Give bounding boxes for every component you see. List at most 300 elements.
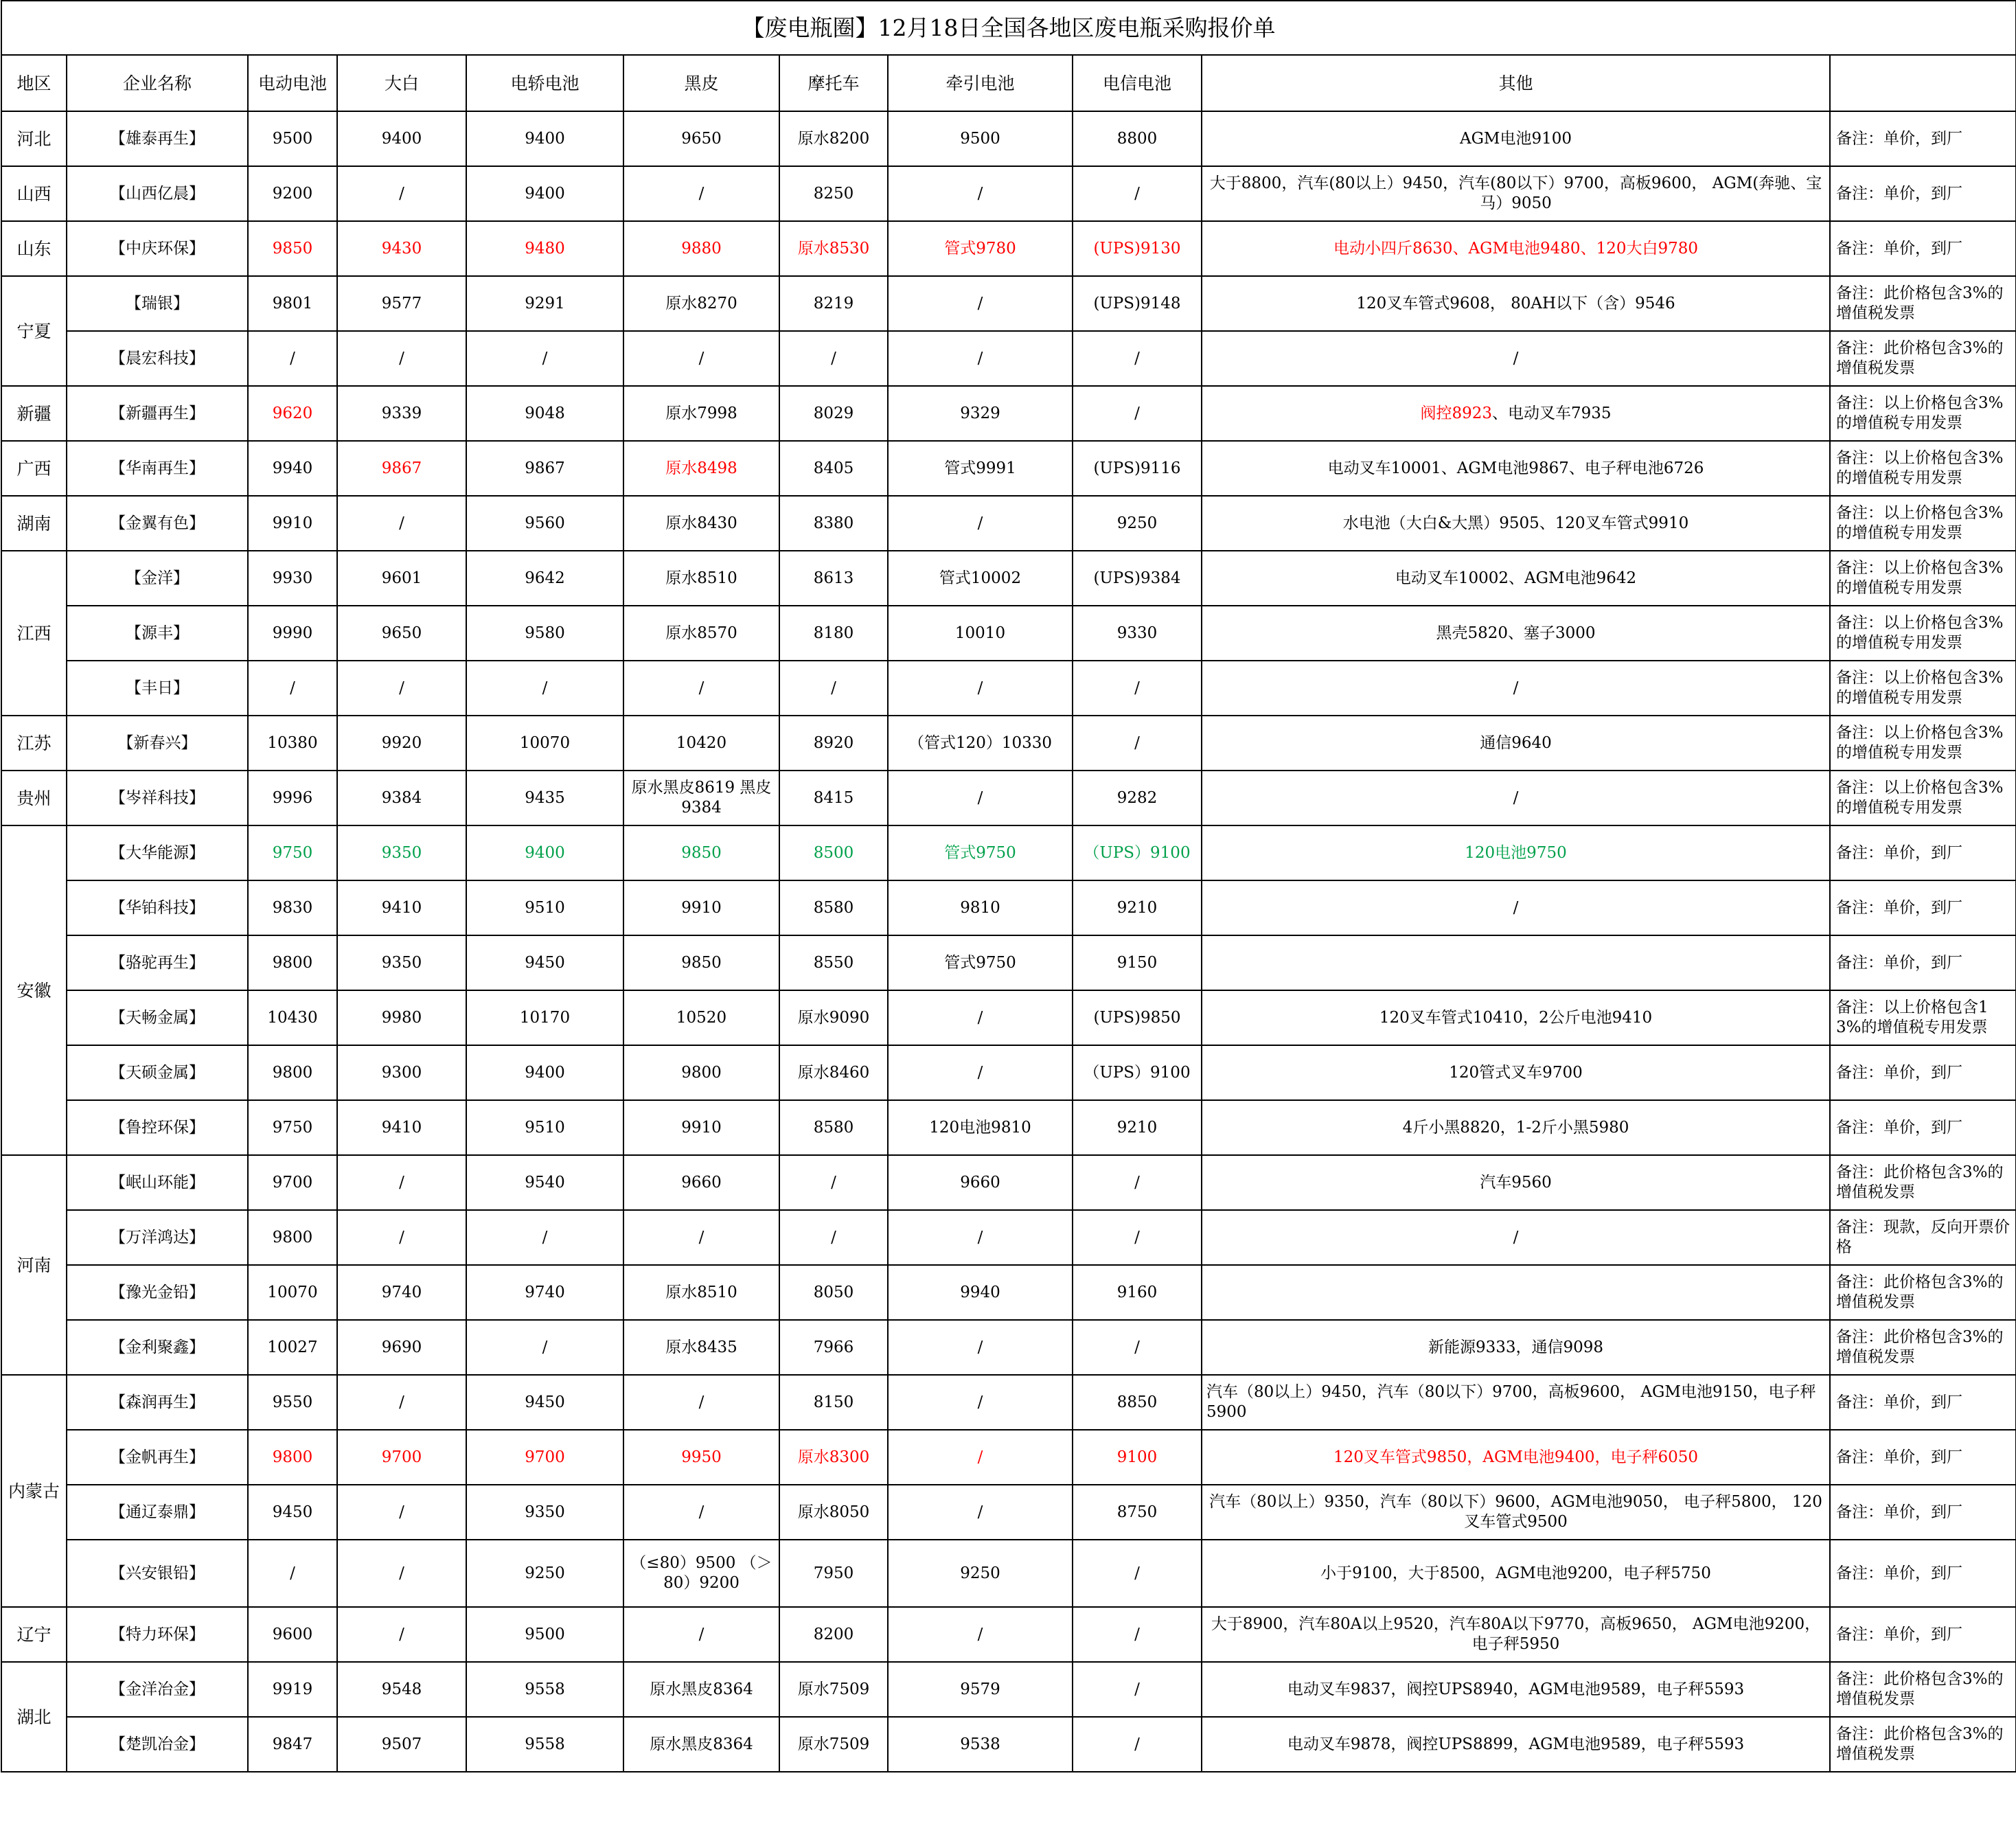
table-row [1, 661, 2016, 716]
traction-cell: 9660 [888, 1155, 1073, 1210]
car-cell: 9500 [466, 1607, 623, 1662]
company-cell: 【金洋】 [67, 551, 248, 606]
ev-cell: 9700 [248, 1155, 337, 1210]
white-cell: 9350 [337, 935, 466, 990]
telecom-cell: / [1073, 1662, 1202, 1717]
traction-cell: 9500 [888, 111, 1073, 166]
other-cell: 120管式叉车9700 [1202, 1045, 1830, 1100]
telecom-cell: / [1073, 166, 1202, 221]
car-cell: 9400 [466, 1045, 623, 1100]
table-row [1, 1045, 2016, 1100]
car-cell: 9435 [466, 771, 623, 825]
white-cell: 9300 [337, 1045, 466, 1100]
table-row [1, 825, 2016, 880]
note-cell: 备注：此价格包含3%的增值税发票 [1830, 276, 2016, 331]
region-cell: 江苏 [1, 716, 67, 771]
white-cell: / [337, 1210, 466, 1265]
header-row [1, 55, 2016, 111]
other-rest: 、电动叉车7935 [1492, 404, 1612, 422]
traction-cell: 管式9780 [888, 221, 1073, 276]
telecom-cell: / [1073, 661, 1202, 716]
moto-cell: 原水9090 [779, 990, 888, 1045]
region-cell: 贵州 [1, 771, 67, 825]
region-cell: 湖南 [1, 496, 67, 551]
white-cell: 9650 [337, 606, 466, 661]
table-row [1, 606, 2016, 661]
company-cell: 【山西亿晨】 [67, 166, 248, 221]
traction-cell: 9329 [888, 386, 1073, 441]
black-cell: 原水黑皮8364 [623, 1717, 779, 1772]
car-cell: 9510 [466, 880, 623, 935]
car-cell: 9540 [466, 1155, 623, 1210]
traction-cell: / [888, 1430, 1073, 1485]
ev-cell: / [248, 1540, 337, 1607]
header-company: 企业名称 [67, 55, 248, 111]
company-cell: 【金洋冶金】 [67, 1662, 248, 1717]
other-cell: 大于8800，汽车(80以上）9450，汽车(80以下）9700，高板9600， AGM(奔驰、宝马）9050 [1202, 166, 1830, 221]
other-cell: / [1202, 880, 1830, 935]
moto-cell: / [779, 1155, 888, 1210]
note-cell: 备注：以上价格包含3%的增值税专用发票 [1830, 551, 2016, 606]
company-cell: 【特力环保】 [67, 1607, 248, 1662]
ev-cell: 10070 [248, 1265, 337, 1320]
white-cell: / [337, 1540, 466, 1607]
black-cell: 9950 [623, 1430, 779, 1485]
note-cell: 备注：单价，到厂 [1830, 1100, 2016, 1155]
white-cell: / [337, 1607, 466, 1662]
moto-cell: 8200 [779, 1607, 888, 1662]
white-cell: 9920 [337, 716, 466, 771]
white-cell: 9384 [337, 771, 466, 825]
car-cell: / [466, 1210, 623, 1265]
telecom-cell: （UPS）9100 [1073, 1045, 1202, 1100]
company-cell: 【大华能源】 [67, 825, 248, 880]
company-cell: 【楚凯冶金】 [67, 1717, 248, 1772]
white-cell: 9577 [337, 276, 466, 331]
header-traction: 牵引电池 [888, 55, 1073, 111]
black-cell: 原水7998 [623, 386, 779, 441]
telecom-cell: 8800 [1073, 111, 1202, 166]
black-cell: 原水黑皮8619 黑皮9384 [623, 771, 779, 825]
header-car: 电轿电池 [466, 55, 623, 111]
white-cell: / [337, 331, 466, 386]
other-cell: 电动叉车9837，阀控UPS8940，AGM电池9589，电子秤5593 [1202, 1662, 1830, 1717]
car-cell: 9480 [466, 221, 623, 276]
black-cell: 9800 [623, 1045, 779, 1100]
car-cell: 9558 [466, 1662, 623, 1717]
black-cell: 原水8498 [623, 441, 779, 496]
traction-cell: / [888, 1375, 1073, 1430]
note-cell: 备注：以上价格包含13%的增值税专用发票 [1830, 990, 2016, 1045]
car-cell: 9250 [466, 1540, 623, 1607]
car-cell: 9450 [466, 1375, 623, 1430]
table-row [1, 990, 2016, 1045]
note-cell: 备注：以上价格包含3%的增值税专用发票 [1830, 716, 2016, 771]
telecom-cell: 9250 [1073, 496, 1202, 551]
company-cell: 【丰日】 [67, 661, 248, 716]
other-cell: 电动叉车10001、AGM电池9867、电子秤电池6726 [1202, 441, 1830, 496]
white-cell: 9601 [337, 551, 466, 606]
other-highlight: 阀控8923 [1420, 404, 1492, 422]
traction-cell: / [888, 496, 1073, 551]
ev-cell: 9500 [248, 111, 337, 166]
moto-cell: 8613 [779, 551, 888, 606]
other-cell: 电动叉车10002、AGM电池9642 [1202, 551, 1830, 606]
black-cell: 原水8430 [623, 496, 779, 551]
traction-cell: / [888, 1607, 1073, 1662]
company-cell: 【岑祥科技】 [67, 771, 248, 825]
table-row [1, 221, 2016, 276]
car-cell: 9700 [466, 1430, 623, 1485]
moto-cell: 原水8050 [779, 1485, 888, 1540]
telecom-cell: 8850 [1073, 1375, 1202, 1430]
telecom-cell: / [1073, 1155, 1202, 1210]
table-row [1, 496, 2016, 551]
ev-cell: 9919 [248, 1662, 337, 1717]
traction-cell: / [888, 1485, 1073, 1540]
ev-cell: 9200 [248, 166, 337, 221]
note-cell: 备注：单价，到厂 [1830, 1607, 2016, 1662]
company-cell: 【晨宏科技】 [67, 331, 248, 386]
traction-cell: 管式9991 [888, 441, 1073, 496]
black-cell: / [623, 1607, 779, 1662]
note-cell: 备注：以上价格包含3%的增值税专用发票 [1830, 441, 2016, 496]
ev-cell: 9800 [248, 1210, 337, 1265]
ev-cell: / [248, 331, 337, 386]
telecom-cell: (UPS)9850 [1073, 990, 1202, 1045]
company-cell: 【兴安银铅】 [67, 1540, 248, 1607]
ev-cell: 9850 [248, 221, 337, 276]
note-cell: 备注：单价，到厂 [1830, 825, 2016, 880]
car-cell: 9291 [466, 276, 623, 331]
moto-cell: 原水8530 [779, 221, 888, 276]
black-cell: 原水黑皮8364 [623, 1662, 779, 1717]
car-cell: 9450 [466, 935, 623, 990]
black-cell: 9910 [623, 880, 779, 935]
moto-cell: 8550 [779, 935, 888, 990]
table-row [1, 276, 2016, 331]
black-cell: 9850 [623, 825, 779, 880]
note-cell: 备注：单价，到厂 [1830, 1540, 2016, 1607]
ev-cell: 9750 [248, 1100, 337, 1155]
note-cell: 备注：此价格包含3%的增值税发票 [1830, 1265, 2016, 1320]
table-row [1, 935, 2016, 990]
table-row [1, 1540, 2016, 1607]
white-cell: / [337, 1485, 466, 1540]
header-black: 黑皮 [623, 55, 779, 111]
telecom-cell: 9210 [1073, 880, 1202, 935]
traction-cell: （管式120）10330 [888, 716, 1073, 771]
telecom-cell: / [1073, 331, 1202, 386]
note-cell: 备注：以上价格包含3%的增值税专用发票 [1830, 771, 2016, 825]
moto-cell: / [779, 661, 888, 716]
telecom-cell: 9100 [1073, 1430, 1202, 1485]
price-table [1, 0, 2016, 1772]
other-cell: 通信9640 [1202, 716, 1830, 771]
ev-cell: 9930 [248, 551, 337, 606]
table-row [1, 771, 2016, 825]
moto-cell: / [779, 1210, 888, 1265]
traction-cell: / [888, 1045, 1073, 1100]
car-cell: 9510 [466, 1100, 623, 1155]
region-cell: 辽宁 [1, 1607, 67, 1662]
black-cell: 原水8270 [623, 276, 779, 331]
ev-cell: 10027 [248, 1320, 337, 1375]
black-cell: 原水8570 [623, 606, 779, 661]
ev-cell: 10380 [248, 716, 337, 771]
car-cell: 9400 [466, 111, 623, 166]
table-row [1, 1210, 2016, 1265]
traction-cell: 9940 [888, 1265, 1073, 1320]
other-cell: / [1202, 661, 1830, 716]
note-cell: 备注：单价，到厂 [1830, 1485, 2016, 1540]
traction-cell: / [888, 276, 1073, 331]
moto-cell: 原水7509 [779, 1717, 888, 1772]
black-cell: 10420 [623, 716, 779, 771]
white-cell: / [337, 1375, 466, 1430]
moto-cell: 7966 [779, 1320, 888, 1375]
white-cell: 9430 [337, 221, 466, 276]
region-cell: 江西 [1, 551, 67, 716]
moto-cell: 8150 [779, 1375, 888, 1430]
other-cell: 120电池9750 [1202, 825, 1830, 880]
company-cell: 【天硕金属】 [67, 1045, 248, 1100]
black-cell: 9910 [623, 1100, 779, 1155]
white-cell: 9410 [337, 1100, 466, 1155]
car-cell: / [466, 661, 623, 716]
moto-cell: 8250 [779, 166, 888, 221]
car-cell: 9350 [466, 1485, 623, 1540]
other-cell: 小于9100，大于8500，AGM电池9200，电子秤5750 [1202, 1540, 1830, 1607]
ev-cell: 9750 [248, 825, 337, 880]
company-cell: 【金帆再生】 [67, 1430, 248, 1485]
moto-cell: 8405 [779, 441, 888, 496]
region-cell: 河南 [1, 1155, 67, 1375]
traction-cell: / [888, 331, 1073, 386]
ev-cell: 9800 [248, 935, 337, 990]
table-row [1, 1717, 2016, 1772]
page-title: 【废电瓶圈】12月18日全国各地区废电瓶采购报价单 [1, 1, 2016, 55]
header-moto: 摩托车 [779, 55, 888, 111]
car-cell: 9560 [466, 496, 623, 551]
traction-cell: / [888, 1210, 1073, 1265]
black-cell: / [623, 166, 779, 221]
note-cell: 备注：此价格包含3%的增值税发票 [1830, 1155, 2016, 1210]
table-row [1, 386, 2016, 441]
moto-cell: 8580 [779, 880, 888, 935]
white-cell: / [337, 166, 466, 221]
car-cell: 9580 [466, 606, 623, 661]
ev-cell: 9600 [248, 1607, 337, 1662]
other-cell [1202, 386, 1830, 441]
table-row [1, 166, 2016, 221]
other-cell [1202, 935, 1830, 990]
other-cell: 120叉车管式10410，2公斤电池9410 [1202, 990, 1830, 1045]
telecom-cell: 9210 [1073, 1100, 1202, 1155]
company-cell: 【万洋鸿达】 [67, 1210, 248, 1265]
traction-cell: 9810 [888, 880, 1073, 935]
moto-cell: 8415 [779, 771, 888, 825]
traction-cell: / [888, 166, 1073, 221]
note-cell: 备注：单价，到厂 [1830, 111, 2016, 166]
car-cell: 9048 [466, 386, 623, 441]
black-cell: / [623, 331, 779, 386]
moto-cell: 8500 [779, 825, 888, 880]
company-cell: 【金翼有色】 [67, 496, 248, 551]
moto-cell: 原水8460 [779, 1045, 888, 1100]
black-cell: / [623, 1375, 779, 1430]
black-cell: 原水8510 [623, 1265, 779, 1320]
car-cell: 10070 [466, 716, 623, 771]
other-cell: 120叉车管式9850，AGM电池9400，电子秤6050 [1202, 1430, 1830, 1485]
note-cell: 备注：以上价格包含3%的增值税专用发票 [1830, 386, 2016, 441]
car-cell: / [466, 1320, 623, 1375]
region-cell: 山西 [1, 166, 67, 221]
header-other: 其他 [1202, 55, 1830, 111]
other-cell: 汽车（80以上）9450，汽车（80以下）9700，高板9600， AGM电池9150，电子秤5900 [1202, 1375, 1830, 1430]
moto-cell: 原水7509 [779, 1662, 888, 1717]
table-row [1, 441, 2016, 496]
other-cell: / [1202, 771, 1830, 825]
note-cell: 备注：单价，到厂 [1830, 1045, 2016, 1100]
region-cell: 山东 [1, 221, 67, 276]
note-cell: 备注：以上价格包含3%的增值税专用发票 [1830, 496, 2016, 551]
company-cell: 【中庆环保】 [67, 221, 248, 276]
other-cell: 120叉车管式9608， 80AH以下（含）9546 [1202, 276, 1830, 331]
telecom-cell: 9160 [1073, 1265, 1202, 1320]
telecom-cell: / [1073, 716, 1202, 771]
header-white: 大白 [337, 55, 466, 111]
header-ev: 电动电池 [248, 55, 337, 111]
other-cell: 电动小四斤8630、AGM电池9480、120大白9780 [1202, 221, 1830, 276]
company-cell: 【森润再生】 [67, 1375, 248, 1430]
other-cell: 汽车（80以上）9350，汽车（80以下）9600，AGM电池9050， 电子秤5800， 120叉车管式9500 [1202, 1485, 1830, 1540]
note-cell: 备注：此价格包含3%的增值税发票 [1830, 1717, 2016, 1772]
black-cell: 原水8435 [623, 1320, 779, 1375]
moto-cell: 8219 [779, 276, 888, 331]
company-cell: 【鲁控环保】 [67, 1100, 248, 1155]
note-cell: 备注：单价，到厂 [1830, 1430, 2016, 1485]
note-cell: 备注：以上价格包含3%的增值税专用发票 [1830, 606, 2016, 661]
ev-cell: 9450 [248, 1485, 337, 1540]
ev-cell: 9910 [248, 496, 337, 551]
white-cell: 9740 [337, 1265, 466, 1320]
ev-cell: 9800 [248, 1430, 337, 1485]
region-cell: 湖北 [1, 1662, 67, 1772]
table-row [1, 880, 2016, 935]
other-cell: 汽车9560 [1202, 1155, 1830, 1210]
white-cell: / [337, 1155, 466, 1210]
company-cell: 【岷山环能】 [67, 1155, 248, 1210]
company-cell: 【金利聚鑫】 [67, 1320, 248, 1375]
table-row [1, 1430, 2016, 1485]
moto-cell: 8180 [779, 606, 888, 661]
other-cell: / [1202, 331, 1830, 386]
company-cell: 【通辽泰鼎】 [67, 1485, 248, 1540]
header-telecom: 电信电池 [1073, 55, 1202, 111]
note-cell: 备注：单价，到厂 [1830, 1375, 2016, 1430]
note-cell: 备注：以上价格包含3%的增值税专用发票 [1830, 661, 2016, 716]
telecom-cell: / [1073, 1540, 1202, 1607]
ev-cell: 10430 [248, 990, 337, 1045]
company-cell: 【新疆再生】 [67, 386, 248, 441]
car-cell: 9867 [466, 441, 623, 496]
black-cell: 原水8510 [623, 551, 779, 606]
white-cell: / [337, 496, 466, 551]
telecom-cell: (UPS)9130 [1073, 221, 1202, 276]
company-cell: 【源丰】 [67, 606, 248, 661]
black-cell: 9880 [623, 221, 779, 276]
other-cell: 水电池（大白&大黑）9505、120叉车管式9910 [1202, 496, 1830, 551]
ev-cell: 9800 [248, 1045, 337, 1100]
traction-cell: / [888, 771, 1073, 825]
traction-cell: 9538 [888, 1717, 1073, 1772]
car-cell: 9642 [466, 551, 623, 606]
black-cell: 10520 [623, 990, 779, 1045]
company-cell: 【天畅金属】 [67, 990, 248, 1045]
traction-cell: / [888, 1320, 1073, 1375]
white-cell: 9410 [337, 880, 466, 935]
header-note [1830, 55, 2016, 111]
other-cell [1202, 1265, 1830, 1320]
note-cell: 备注：现款，反向开票价格 [1830, 1210, 2016, 1265]
table-row [1, 1265, 2016, 1320]
telecom-cell: 8750 [1073, 1485, 1202, 1540]
telecom-cell: / [1073, 1717, 1202, 1772]
telecom-cell: / [1073, 386, 1202, 441]
black-cell: 9650 [623, 111, 779, 166]
note-cell: 备注：此价格包含3%的增值税发票 [1830, 331, 2016, 386]
header-region: 地区 [1, 55, 67, 111]
company-cell: 【华南再生】 [67, 441, 248, 496]
region-cell: 河北 [1, 111, 67, 166]
traction-cell: 9250 [888, 1540, 1073, 1607]
ev-cell: 9990 [248, 606, 337, 661]
ev-cell: 9550 [248, 1375, 337, 1430]
ev-cell: 9847 [248, 1717, 337, 1772]
note-cell: 备注：单价，到厂 [1830, 935, 2016, 990]
table-row [1, 1320, 2016, 1375]
region-cell: 宁夏 [1, 276, 67, 386]
black-cell: （≤80）9500 （＞80）9200 [623, 1540, 779, 1607]
car-cell: 9740 [466, 1265, 623, 1320]
company-cell: 【新春兴】 [67, 716, 248, 771]
white-cell: 9867 [337, 441, 466, 496]
black-cell: 9660 [623, 1155, 779, 1210]
telecom-cell: （UPS）9100 [1073, 825, 1202, 880]
company-cell: 【华铂科技】 [67, 880, 248, 935]
table-row [1, 551, 2016, 606]
white-cell: / [337, 661, 466, 716]
table-row [1, 1662, 2016, 1717]
other-cell: 黑壳5820、塞子3000 [1202, 606, 1830, 661]
telecom-cell: 9282 [1073, 771, 1202, 825]
traction-cell: / [888, 661, 1073, 716]
table-row [1, 716, 2016, 771]
moto-cell: 8050 [779, 1265, 888, 1320]
car-cell: 9558 [466, 1717, 623, 1772]
moto-cell: 8920 [779, 716, 888, 771]
company-cell: 【骆驼再生】 [67, 935, 248, 990]
car-cell: 9400 [466, 166, 623, 221]
traction-cell: 9579 [888, 1662, 1073, 1717]
moto-cell: 原水8300 [779, 1430, 888, 1485]
ev-cell: 9830 [248, 880, 337, 935]
traction-cell: 管式10002 [888, 551, 1073, 606]
table-row [1, 1607, 2016, 1662]
other-cell: 新能源9333，通信9098 [1202, 1320, 1830, 1375]
region-cell: 广西 [1, 441, 67, 496]
